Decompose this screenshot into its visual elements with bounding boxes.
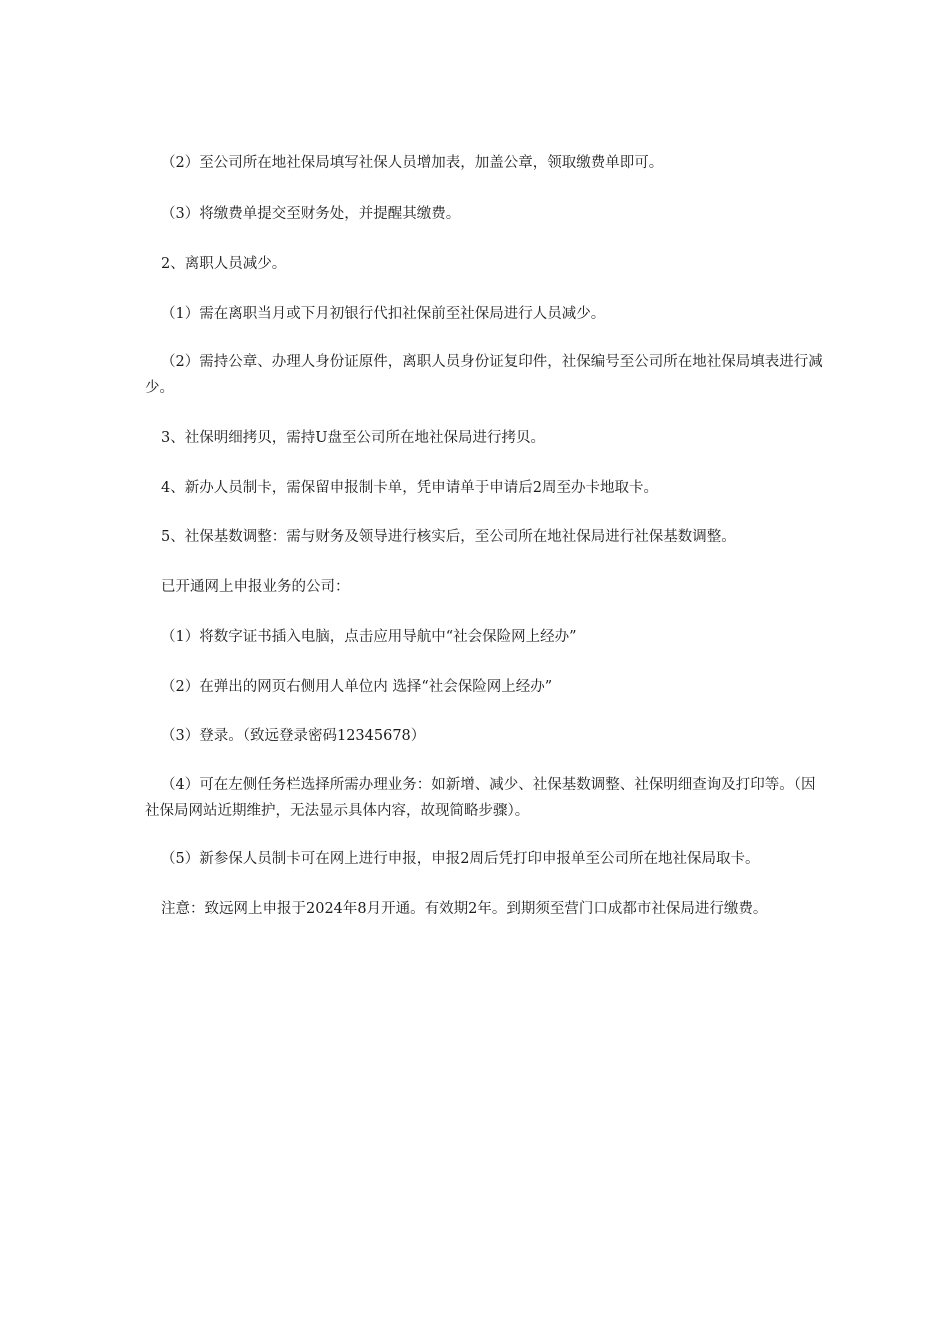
- paragraph-online-step-2: （2）在弹出的网页右侧用人单位内 选择“社会保险网上经办”: [161, 679, 553, 695]
- paragraph-reduce-step-2: （2）需持公章、办理人身份证原件，离职人员身份证复印件，社保编号至公司所在地社保局填表进行减少。: [145, 354, 823, 396]
- paragraph-reduce-step-1: （1）需在离职当月或下月初银行代扣社保前至社保局进行人员减少。: [161, 306, 606, 322]
- paragraph-step-3-submit: （3）将缴费单提交至财务处，并提醒其缴费。: [161, 206, 461, 222]
- paragraph-item-5-base: 5、社保基数调整：需与财务及领导进行核实后，至公司所在地社保局进行社保基数调整。: [161, 529, 736, 545]
- paragraph-step-2-add: （2）至公司所在地社保局填写社保人员增加表，加盖公章，领取缴费单即可。: [161, 155, 664, 171]
- paragraph-online-step-1: （1）将数字证书插入电脑，点击应用导航中“社会保险网上经办”: [161, 629, 577, 645]
- paragraph-online-step-4: （4）可在左侧任务栏选择所需办理业务：如新增、减少、社保基数调整、社保明细查询及打印等。（因社保局网站近期维护，无法显示具体内容，故现简略步骤）。: [145, 777, 816, 819]
- paragraph-heading-reduce: 2、离职人员减少。: [161, 256, 287, 272]
- paragraph-online-heading: 已开通网上申报业务的公司：: [161, 579, 350, 595]
- paragraph-online-step-3: （3）登录。（致远登录密码12345678）: [161, 728, 426, 744]
- paragraph-item-4-card: 4、新办人员制卡，需保留申报制卡单，凭申请单于申请后2周至办卡地取卡。: [161, 480, 658, 496]
- paragraph-online-step-5: （5）新参保人员制卡可在网上进行申报，申报2周后凭打印申报单至公司所在地社保局取卡。: [161, 851, 760, 867]
- paragraph-note: 注意：致远网上申报于2024年8月开通。有效期2年。到期须至营门口成都市社保局进行缴费。: [161, 901, 768, 917]
- paragraph-item-3-copy: 3、社保明细拷贝，需持U盘至公司所在地社保局进行拷贝。: [161, 430, 545, 446]
